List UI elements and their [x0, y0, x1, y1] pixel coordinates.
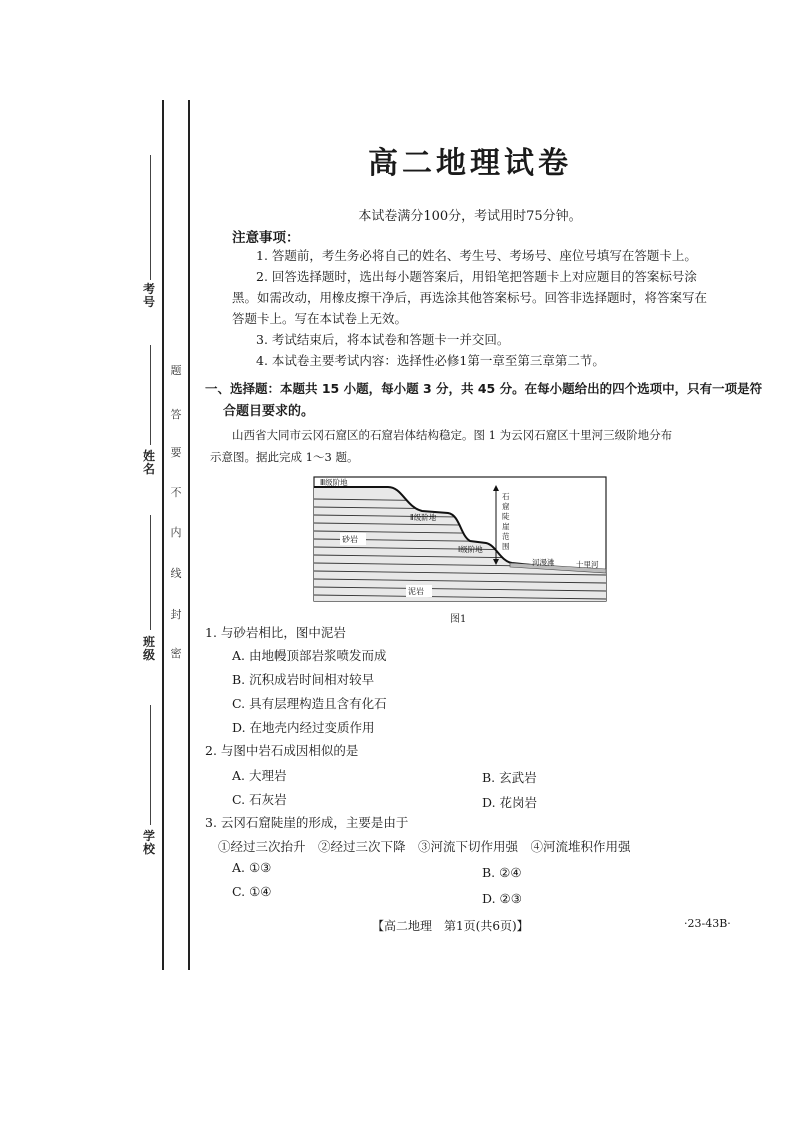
page-title: 高二地理试卷 [368, 146, 572, 181]
svg-text:围: 围 [502, 542, 510, 551]
q3-statements: ①经过三次抬升 ②经过三次下降 ③河流下切作用强 ④河流堆积作用强 [218, 839, 631, 854]
label-river: 十里河 [576, 560, 599, 569]
question-2-stem: 2. 与图中岩石成因相似的是 [205, 743, 359, 758]
xuexiao-underline [150, 705, 151, 825]
margin-line-left [162, 100, 164, 970]
seal-char: 不 [170, 486, 182, 499]
svg-text:崖: 崖 [502, 522, 510, 531]
note-line: 1. 答题前，考生务必将自己的姓名、考生号、考场号、座位号填写在答题卡上。 [256, 248, 697, 263]
q1-option-d[interactable]: D. 在地壳内经过变质作用 [232, 720, 375, 735]
margin-line-right [188, 100, 190, 970]
note-line: 4. 本试卷主要考试内容：选择性必修1第一章至第三章第二节。 [256, 353, 605, 368]
q2-option-c[interactable]: C. 石灰岩 [232, 792, 287, 807]
question-3-stem: 3. 云冈石窟陡崖的形成，主要是由于 [205, 815, 409, 830]
label-mudstone: 泥岩 [408, 587, 424, 596]
q2-option-d[interactable]: D. 花岗岩 [482, 795, 538, 810]
question-1-stem: 1. 与砂岩相比，图中泥岩 [205, 625, 346, 640]
intro-line2: 示意图。据此完成 1～3 题。 [210, 450, 359, 464]
figure-caption: 图1 [450, 614, 467, 625]
note-line: 2. 回答选择题时，选出每小题答案后，用铅笔把答题卡上对应题目的答案标号涂 [256, 269, 697, 284]
seal-char: 线 [170, 567, 182, 580]
svg-text:陡: 陡 [502, 512, 510, 521]
banji-underline [150, 515, 151, 630]
banji-label: 班级 [142, 635, 155, 662]
xingming-underline [150, 345, 151, 445]
notes-heading: 注意事项： [232, 230, 300, 246]
q3-option-c[interactable]: C. ①④ [232, 884, 272, 899]
q1-option-a[interactable]: A. 由地幔顶部岩浆喷发而成 [232, 648, 387, 663]
kaohao-underline [150, 155, 151, 280]
q3-option-d[interactable]: D. ②③ [482, 891, 522, 906]
svg-text:范: 范 [502, 532, 510, 541]
seal-char: 封 [170, 608, 182, 621]
xingming-label: 姓名 [142, 449, 155, 476]
xuexiao-label: 学校 [142, 829, 155, 856]
q1-option-c[interactable]: C. 具有层理构造且含有化石 [232, 696, 387, 711]
seal-char: 要 [170, 446, 182, 459]
seal-char: 密 [170, 647, 182, 660]
exam-info: 本试卷满分100分，考试用时75分钟。 [358, 209, 582, 224]
label-floodplain: 河漫滩 [532, 558, 555, 567]
q2-option-b[interactable]: B. 玄武岩 [482, 770, 537, 785]
section-heading-line2: 合题目要求的。 [223, 404, 315, 419]
note-line: 答题卡上。写在本试卷上无效。 [232, 311, 408, 326]
label-sandstone: 砂岩 [342, 535, 358, 544]
page-code: ·23-43B· [684, 917, 731, 930]
label-terrace2: Ⅱ级阶地 [410, 513, 437, 522]
seal-char: 答 [170, 408, 182, 421]
page-footer: 【高二地理 第1页(共6页)】 [372, 919, 529, 933]
kaohao-label: 考号 [142, 282, 155, 309]
seal-char: 内 [170, 526, 182, 539]
svg-text:石: 石 [502, 492, 510, 501]
intro-line1: 山西省大同市云冈石窟区的石窟岩体结构稳定。图 1 为云冈石窟区十里河三级阶地分布 [232, 428, 673, 442]
label-terrace3: Ⅲ级阶地 [320, 478, 348, 487]
section-heading-line1: 一、选择题：本题共 15 小题，每小题 3 分，共 45 分。在每小题给出的四个选项中，只有一项是符 [205, 381, 763, 396]
seal-char: 题 [170, 364, 182, 377]
cliff-range-label [502, 492, 510, 551]
note-line: 黑。如需改动，用橡皮擦干净后，再选涂其他答案标号。回答非选择题时，将答案写在 [232, 290, 708, 305]
q2-option-a[interactable]: A. 大理岩 [232, 768, 287, 783]
q3-option-a[interactable]: A. ①③ [232, 860, 272, 875]
figure-1-diagram [310, 473, 610, 605]
section-heading [205, 377, 763, 423]
note-line: 3. 考试结束后，将本试卷和答题卡一并交回。 [256, 332, 510, 347]
q1-option-b[interactable]: B. 沉积成岩时间相对较早 [232, 672, 375, 687]
q3-option-b[interactable]: B. ②④ [482, 865, 522, 880]
svg-text:窟: 窟 [502, 502, 510, 511]
label-terrace1: Ⅰ级阶地 [458, 545, 483, 554]
